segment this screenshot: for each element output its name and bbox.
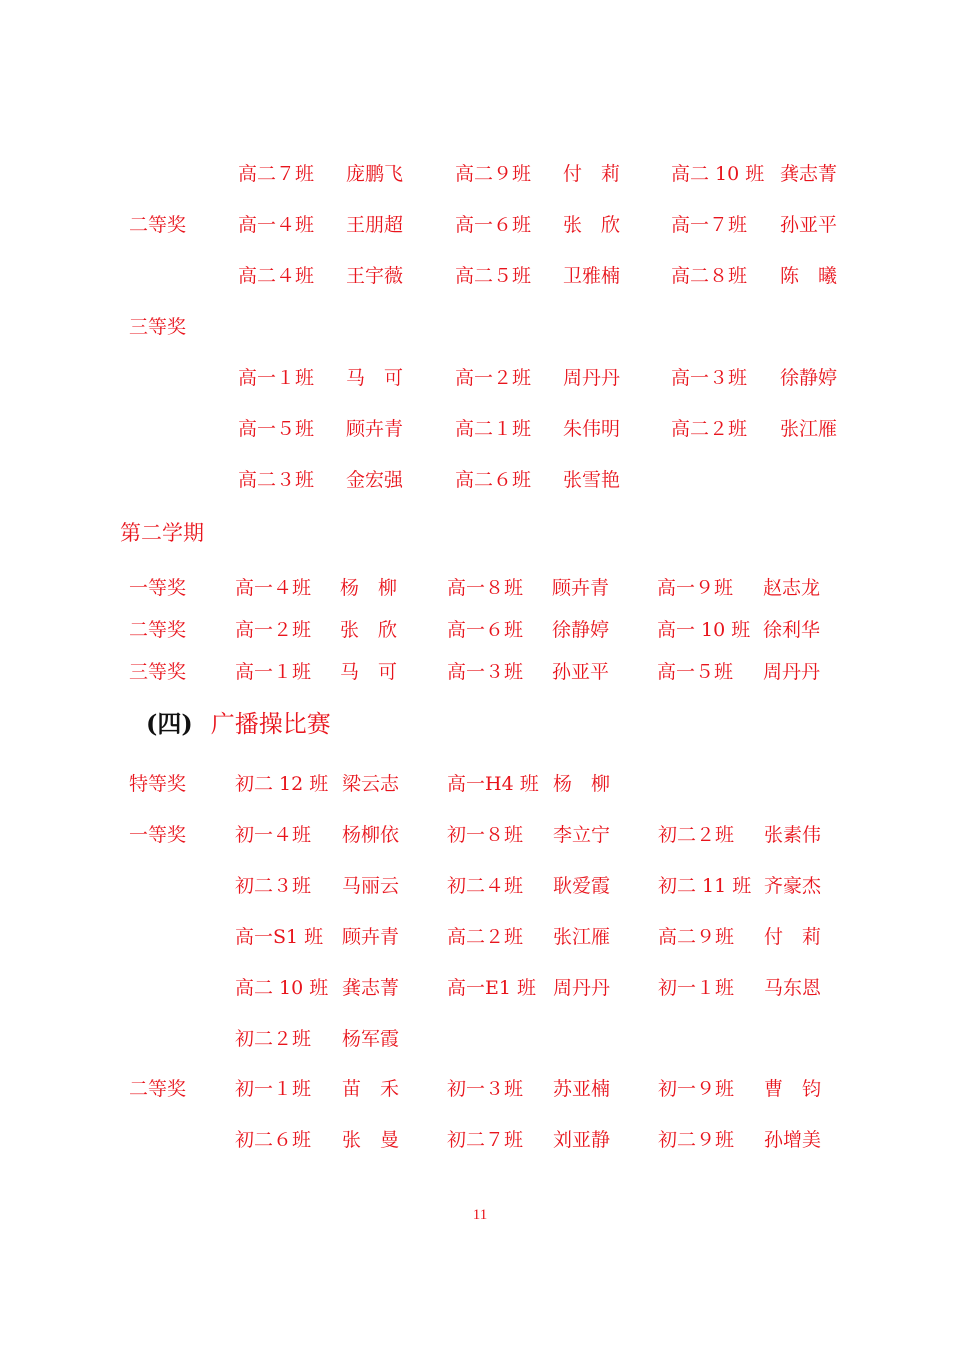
- class-name: 初二４班: [447, 875, 524, 897]
- section-title: 广播操比赛: [210, 710, 331, 738]
- class-name: 高二 10 班: [671, 163, 765, 185]
- class-name: 初一１班: [658, 977, 735, 999]
- class-name: 初二２班: [658, 824, 735, 846]
- class-name: 初二２班: [235, 1028, 312, 1050]
- class-name: 初一３班: [447, 1078, 524, 1100]
- award-label: 二等奖: [129, 619, 187, 641]
- student-name: 顾卉青: [552, 577, 610, 599]
- class-name: 高一６班: [455, 214, 532, 236]
- student-name: 马东恩: [764, 977, 822, 999]
- student-name: 苗 禾: [342, 1078, 400, 1100]
- award-label: 一等奖: [129, 824, 187, 846]
- class-name: 高一９班: [657, 577, 734, 599]
- page-number: 11: [472, 1207, 488, 1223]
- class-name: 初一８班: [447, 824, 524, 846]
- student-name: 马 可: [346, 367, 404, 389]
- class-name: 高一５班: [238, 418, 315, 440]
- student-name: 陈 曦: [780, 265, 838, 287]
- student-name: 赵志龙: [763, 577, 821, 599]
- student-name: 卫雅楠: [563, 265, 621, 287]
- class-name: 高一４班: [238, 214, 315, 236]
- class-name: 高二２班: [447, 926, 524, 948]
- class-name: 高一S1 班: [235, 926, 324, 948]
- student-name: 朱伟明: [563, 418, 621, 440]
- student-name: 顾卉青: [342, 926, 400, 948]
- class-name: 高一１班: [238, 367, 315, 389]
- student-name: 孙亚平: [552, 661, 610, 683]
- class-name: 初二３班: [235, 875, 312, 897]
- class-name: 高二８班: [671, 265, 748, 287]
- class-name: 高二４班: [238, 265, 315, 287]
- class-name: 初一１班: [235, 1078, 312, 1100]
- student-name: 杨军霞: [342, 1028, 400, 1050]
- class-name: 高二 10 班: [235, 977, 329, 999]
- class-name: 高二６班: [455, 469, 532, 491]
- class-name: 高一４班: [235, 577, 312, 599]
- class-name: 高一５班: [657, 661, 734, 683]
- student-name: 马 可: [340, 661, 398, 683]
- student-name: 刘亚静: [553, 1129, 611, 1151]
- class-name: 高一６班: [447, 619, 524, 641]
- class-name: 高一７班: [671, 214, 748, 236]
- student-name: 付 莉: [563, 163, 621, 185]
- student-name: 孙增美: [764, 1129, 822, 1151]
- class-name: 高一H4 班: [447, 773, 539, 795]
- class-name: 高一E1 班: [447, 977, 536, 999]
- class-name: 高二５班: [455, 265, 532, 287]
- class-name: 高二９班: [455, 163, 532, 185]
- student-name: 周丹丹: [553, 977, 611, 999]
- student-name: 付 莉: [764, 926, 822, 948]
- class-name: 高二９班: [658, 926, 735, 948]
- student-name: 耿爱霞: [553, 875, 611, 897]
- section-number: (四): [146, 709, 193, 738]
- student-name: 徐静婷: [552, 619, 610, 641]
- student-name: 周丹丹: [563, 367, 621, 389]
- class-name: 高一２班: [235, 619, 312, 641]
- student-name: 龚志菁: [342, 977, 400, 999]
- class-name: 初二６班: [235, 1129, 312, 1151]
- class-name: 高一３班: [671, 367, 748, 389]
- student-name: 张江雁: [780, 418, 838, 440]
- student-name: 张素伟: [764, 824, 822, 846]
- student-name: 顾卉青: [346, 418, 404, 440]
- student-name: 苏亚楠: [553, 1078, 611, 1100]
- class-name: 初二７班: [447, 1129, 524, 1151]
- award-label: 二等奖: [129, 1078, 187, 1100]
- student-name: 齐豪杰: [764, 875, 822, 897]
- student-name: 徐静婷: [780, 367, 838, 389]
- class-name: 初一９班: [658, 1078, 735, 1100]
- class-name: 初二 11 班: [658, 875, 752, 897]
- class-name: 高二２班: [671, 418, 748, 440]
- student-name: 孙亚平: [780, 214, 838, 236]
- class-name: 高二７班: [238, 163, 315, 185]
- student-name: 王宇薇: [346, 265, 404, 287]
- student-name: 张 曼: [342, 1129, 400, 1151]
- class-name: 高二１班: [455, 418, 532, 440]
- class-name: 高二３班: [238, 469, 315, 491]
- student-name: 庞鹏飞: [346, 163, 404, 185]
- student-name: 曹 钧: [764, 1078, 822, 1100]
- student-name: 张 欣: [340, 619, 398, 641]
- student-name: 梁云志: [342, 773, 400, 795]
- class-name: 初二 12 班: [235, 773, 329, 795]
- student-name: 张雪艳: [563, 469, 621, 491]
- student-name: 张 欣: [563, 214, 621, 236]
- semester-heading: 第二学期: [120, 521, 204, 545]
- student-name: 马丽云: [342, 875, 400, 897]
- class-name: 高一２班: [455, 367, 532, 389]
- section-heading: [146, 710, 331, 738]
- student-name: 杨 柳: [553, 773, 611, 795]
- student-name: 王朋超: [346, 214, 404, 236]
- student-name: 杨 柳: [340, 577, 398, 599]
- award-label: 一等奖: [129, 577, 187, 599]
- student-name: 张江雁: [553, 926, 611, 948]
- award-label: 三等奖: [129, 661, 187, 683]
- student-name: 李立宁: [553, 824, 611, 846]
- class-name: 初二９班: [658, 1129, 735, 1151]
- student-name: 徐利华: [763, 619, 821, 641]
- class-name: 初一４班: [235, 824, 312, 846]
- student-name: 周丹丹: [763, 661, 821, 683]
- class-name: 高一１班: [235, 661, 312, 683]
- student-name: 金宏强: [346, 469, 404, 491]
- student-name: 杨柳依: [342, 824, 400, 846]
- award-label: 二等奖: [129, 214, 187, 236]
- award-label: 三等奖: [129, 316, 187, 338]
- award-label: 特等奖: [129, 773, 187, 795]
- class-name: 高一 10 班: [657, 619, 751, 641]
- class-name: 高一３班: [447, 661, 524, 683]
- class-name: 高一８班: [447, 577, 524, 599]
- student-name: 龚志菁: [780, 163, 838, 185]
